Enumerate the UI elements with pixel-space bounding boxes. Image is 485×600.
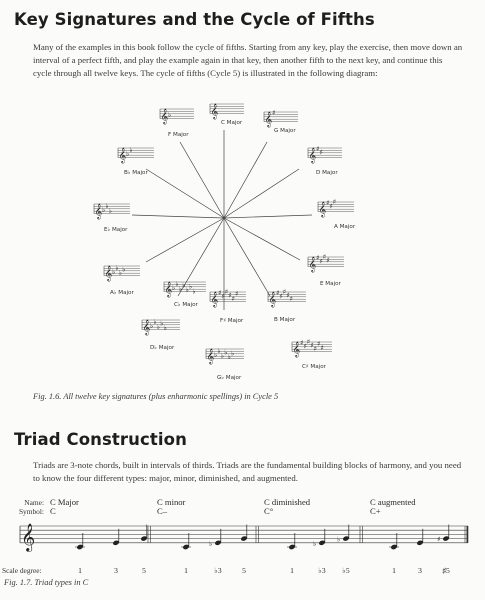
key-label: C Major [221, 120, 243, 126]
key-label: B♭ Major [124, 170, 148, 176]
treble-clef-icon: 𝄞 [118, 148, 127, 164]
flat-icon: ♭ [172, 283, 176, 292]
treble-clef-icon: 𝄞 [164, 282, 173, 298]
triad-c-diminished [264, 497, 350, 575]
figure-caption-1-6: Fig. 1.6. All twelve key signatures (plus enharmonic spellings) in Cycle 5 [33, 392, 279, 401]
triad-symbol: C° [264, 506, 274, 516]
name-row-label: Name: [24, 498, 44, 507]
flat-icon: ♭ [175, 280, 179, 289]
flat-icon: ♭ [115, 264, 119, 273]
sharp-icon: ♯ [332, 197, 337, 206]
sharp-icon: ♯ [231, 295, 235, 303]
sharp-icon: ♯ [437, 535, 441, 544]
sharp-icon: ♯ [289, 295, 293, 303]
sharp-icon: ♯ [313, 345, 317, 353]
treble-clef-icon: 𝄞 [94, 204, 103, 220]
scale-degree-label: ♯5 [442, 566, 450, 575]
flat-icon: ♭ [231, 349, 235, 358]
key-label: G♭ Major [217, 375, 242, 381]
flat-icon: ♭ [118, 269, 123, 277]
scale-degree-label: 5 [242, 566, 246, 575]
treble-clef-icon: 𝄞 [318, 202, 327, 218]
scale-degree-label: ♭5 [342, 566, 350, 575]
flat-icon: ♭ [185, 286, 189, 295]
triad-c-major [50, 497, 148, 575]
flat-icon: ♭ [163, 324, 167, 333]
sharp-icon: ♯ [282, 287, 287, 296]
key-label: C♭ Major [174, 302, 198, 308]
triad-symbol: C– [157, 506, 168, 516]
key-label: C♯ Major [302, 364, 326, 370]
sharp-icon: ♯ [319, 257, 323, 266]
treble-clef-icon: 𝄞 [210, 104, 219, 120]
flat-icon: ♭ [227, 353, 231, 362]
sharp-icon: ♯ [279, 292, 283, 301]
symbol-row-label: Symbol: [18, 507, 44, 516]
sharp-icon: ♯ [317, 340, 321, 349]
flat-icon: ♭ [337, 535, 341, 544]
triad-symbol: C [50, 506, 56, 516]
flat-icon: ♭ [153, 318, 157, 327]
flat-icon: ♭ [224, 348, 228, 357]
key-label: F Major [168, 132, 189, 138]
sharp-icon: ♯ [224, 287, 229, 296]
scale-degree-row-label: Scale degree: [2, 566, 42, 575]
triad-c-augmented [370, 497, 450, 575]
flat-icon: ♭ [150, 321, 154, 330]
flat-icon: ♭ [122, 265, 126, 274]
section-title-key-signatures: Key Signatures and the Cycle of Fifths [14, 10, 375, 29]
sharp-icon: ♯ [272, 109, 276, 117]
sharp-icon: ♯ [306, 337, 311, 346]
final-barline [467, 526, 469, 543]
scale-degree-label: 1 [392, 566, 396, 575]
treble-clef-icon: 𝄞 [206, 349, 215, 365]
treble-clef-icon: 𝄞 [142, 320, 151, 336]
scale-degree-label: 1 [78, 566, 82, 575]
key-label: D Major [316, 170, 338, 176]
sharp-icon: ♯ [235, 290, 239, 299]
sharp-icon: ♯ [310, 341, 314, 350]
treble-clef-icon: 𝄞 [308, 257, 317, 273]
key-label: F♯ Major [220, 318, 244, 324]
triad-name: C Major [50, 497, 79, 507]
key-label: D♭ Major [150, 345, 175, 351]
flat-icon: ♭ [105, 202, 109, 211]
key-label: G Major [274, 128, 296, 134]
flat-icon: ♭ [313, 539, 317, 548]
flat-icon: ♭ [108, 207, 113, 215]
sharp-icon: ♯ [218, 289, 222, 297]
scale-degree-label: 1 [184, 566, 188, 575]
flat-icon: ♭ [126, 149, 130, 158]
key-label: E Major [320, 281, 341, 287]
flat-icon: ♭ [178, 285, 183, 293]
sharp-icon: ♯ [286, 291, 290, 300]
sharp-icon: ♯ [276, 289, 280, 297]
treble-clef-icon: 𝄞 [210, 292, 219, 308]
scale-degree-label: ♭3 [318, 566, 326, 575]
triad-name: C diminished [264, 497, 311, 507]
sharp-icon: ♯ [322, 252, 327, 261]
treble-clef-icon: 𝄞 [264, 112, 273, 128]
scale-degree-label: ♭3 [214, 566, 222, 575]
key-label: A Major [334, 224, 356, 230]
scale-degree-label: 3 [114, 566, 118, 575]
sharp-icon: ♯ [300, 339, 304, 347]
treble-clef-icon: 𝄞 [292, 342, 301, 358]
intro-paragraph: Many of the examples in this book follow the cycle of fifths. Starting from any key, play the exercise, then move down an interval of a perfect fifth, and play the example again in that key, then another fifth to the next key, and continue this cycle through all twelve keys. The cycle of fifths (Cycle 5) is illustrated in the following diagram: [33, 42, 463, 78]
treble-clef-icon: 𝄞 [104, 266, 113, 282]
triad-name: C minor [157, 497, 186, 507]
key-label: E♭ Major [104, 227, 128, 233]
flat-icon: ♭ [209, 539, 213, 548]
sharp-icon: ♯ [326, 199, 330, 207]
flat-icon: ♭ [192, 287, 196, 296]
sharp-icon: ♯ [326, 256, 330, 265]
sharp-icon: ♯ [320, 343, 324, 352]
triad-paragraph: Triads are 3-note chords, built in intervals of thirds. Triads are the fundamental building blocks of harmony, and you need to know the four different types: major, minor, diminished, and augmented. [33, 460, 462, 483]
treble-clef-icon: 𝄞 [268, 292, 277, 308]
sharp-icon: ♯ [221, 292, 225, 301]
treble-clef-icon: 𝄞 [308, 148, 317, 164]
sharp-icon: ♯ [329, 202, 333, 211]
section-title-triad-construction: Triad Construction [14, 430, 187, 449]
sharp-icon: ♯ [303, 342, 307, 351]
flat-icon: ♭ [129, 146, 133, 155]
treble-clef-icon: 𝄞 [21, 523, 36, 551]
flat-icon: ♭ [220, 352, 225, 360]
flat-icon: ♭ [214, 350, 218, 359]
scale-degree-label: 3 [418, 566, 422, 575]
figure-caption-1-7: Fig. 1.7. Triad types in C [4, 578, 89, 587]
scale-degree-label: 5 [142, 566, 146, 575]
sharp-icon: ♯ [316, 145, 320, 153]
flat-icon: ♭ [112, 267, 116, 276]
flat-icon: ♭ [102, 205, 106, 214]
key-label: A♭ Major [110, 290, 134, 296]
triad-symbol: C+ [370, 506, 381, 516]
flat-icon: ♭ [156, 323, 161, 331]
flat-icon: ♭ [182, 281, 186, 290]
sharp-icon: ♯ [228, 291, 232, 300]
flat-icon: ♭ [168, 110, 172, 119]
treble-clef-icon: 𝄞 [160, 109, 169, 125]
triad-name: C augmented [370, 497, 416, 507]
flat-icon: ♭ [189, 282, 193, 291]
flat-icon: ♭ [160, 319, 164, 328]
flat-icon: ♭ [217, 347, 221, 356]
scale-degree-label: 1 [290, 566, 294, 575]
sharp-icon: ♯ [319, 148, 323, 157]
triad-c-minor [157, 497, 248, 575]
key-label: B Major [274, 317, 296, 323]
sharp-icon: ♯ [316, 254, 320, 262]
